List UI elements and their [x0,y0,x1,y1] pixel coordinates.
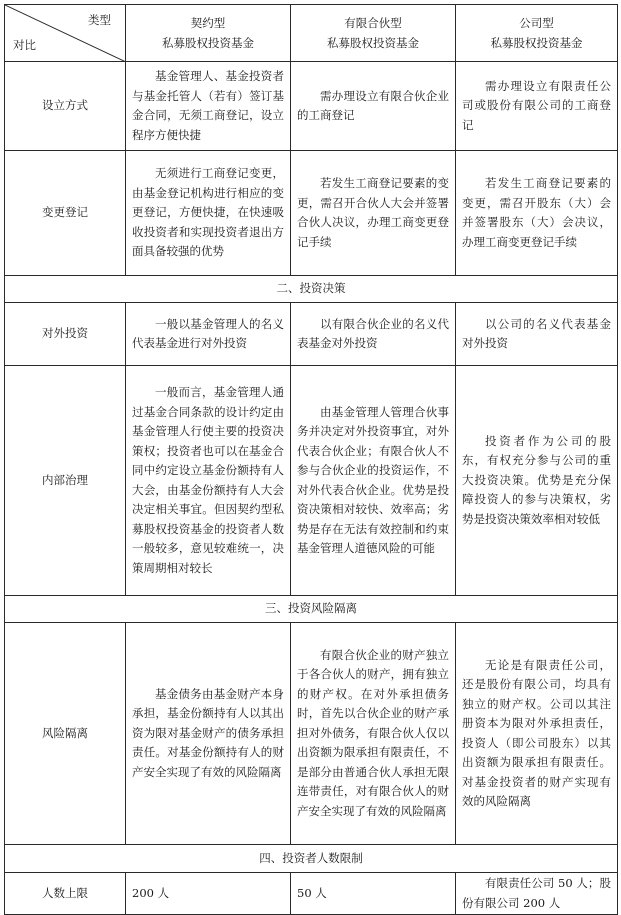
diagonal-header-cell [5,5,126,62]
row-label-investor-cap: 人数上限 [5,873,126,915]
table-cell: 50 人 [291,873,456,915]
table-cell: 无论是有限责任公司，还是股份有限公司，均具有独立的财产权。公司以其注册资本为限对外承担责任，投资人（即公司股东）以其出资额为限承担有限责任。对基金投资者的财产实现有效的风险隔离 [456,623,618,845]
corner-compare-label: 对比 [13,37,36,52]
table-row [5,873,618,915]
column-header-corporate: 公司型 私募股权投资基金 [456,5,618,62]
table-cell: 200 人 [126,873,291,915]
corner-type-label: 类型 [88,13,111,27]
table-row [5,62,618,151]
table-cell: 需办理设立有限责任公司或股份有限公司的工商登记 [456,62,618,151]
row-label-change-registration: 变更登记 [5,151,126,276]
table-cell: 有限合伙企业的财产独立于各合伙人的财产，拥有独立的财产权。在对外承担债务时，首先以合伙企业的财产承担对外债务，有限合伙人仅以出资额为限承担有限责任，不是部分由普通合伙人承担无限连带责任，对有限合伙人的财产安全实现了有效的风险隔离 [291,623,456,845]
comparison-table [4,4,618,915]
section-title-investor-limit: 四、投资者人数限制 [5,845,618,873]
table-cell: 有限责任公司 50 人；股份有限公司 200 人 [456,873,618,915]
table-cell: 若发生工商登记要素的变更，需召开股东（大）会并签署股东（大）会决议，办理工商变更登记手续 [456,151,618,276]
section-title-investment-decision: 二、投资决策 [5,276,618,303]
table-cell: 由基金管理人管理合伙事务并决定对外投资事宜，对外代表合伙企业；有限合伙人不参与合伙企业的投资运作，不对外代表合伙企业。优势是投资决策相对较快、效率高；劣势是存在无法有效控制和约束基金管理人道德风险的可能 [291,366,456,596]
table-row [5,151,618,276]
column-header-partnership: 有限合伙型 私募股权投资基金 [291,5,456,62]
table-cell: 一般以基金管理人的名义代表基金进行对外投资 [126,303,291,366]
table-cell: 基金管理人、基金投资者与基金托管人（若有）签订基金合同，无须工商登记，设立程序方便快捷 [126,62,291,151]
row-label-external-investment: 对外投资 [5,303,126,366]
section-row [5,845,618,873]
section-row [5,596,618,623]
row-label-internal-governance: 内部治理 [5,366,126,596]
table-cell: 需办理设立有限合伙企业的工商登记 [291,62,456,151]
table-header-row [5,5,618,62]
table-cell: 一般而言，基金管理人通过基金合同条款的设计约定由基金管理人行使主要的投资决策权；投资者也可以在基金合同中约定设立基金份额持有人大会，由基金份额持有人大会决定相关事宜。但因契约型私募股权投资基金的投资者人数一般较多，意见较难统一，决策周期相对较长 [126,366,291,596]
table-cell: 若发生工商登记要素的变更，需召开合伙人大会并签署合伙人决议，办理工商变更登记手续 [291,151,456,276]
column-header-contract: 契约型 私募股权投资基金 [126,5,291,62]
table-cell: 无须进行工商登记变更，由基金登记机构进行相应的变更登记，方便快捷，在快速吸收投资者和实现投资者退出方面具备较强的优势 [126,151,291,276]
section-row [5,276,618,303]
table-row [5,366,618,596]
comparison-document [4,4,617,910]
table-cell: 以公司的名义代表基金对外投资 [456,303,618,366]
section-title-risk-isolation: 三、投资风险隔离 [5,596,618,623]
table-cell: 以有限合伙企业的名义代表基金对外投资 [291,303,456,366]
table-cell: 投资者作为公司的股东，有权充分参与公司的重大投资决策。优势是充分保障投资人的参与决策权，劣势是投资决策效率相对较低 [456,366,618,596]
table-cell: 基金债务由基金财产本身承担，基金份额持有人以其出资为限对基金财产的债务承担责任。对基金份额持有人的财产安全实现了有效的风险隔离 [126,623,291,845]
table-row [5,303,618,366]
table-row [5,623,618,845]
row-label-risk-isolation: 风险隔离 [5,623,126,845]
row-label-establishment: 设立方式 [5,62,126,151]
